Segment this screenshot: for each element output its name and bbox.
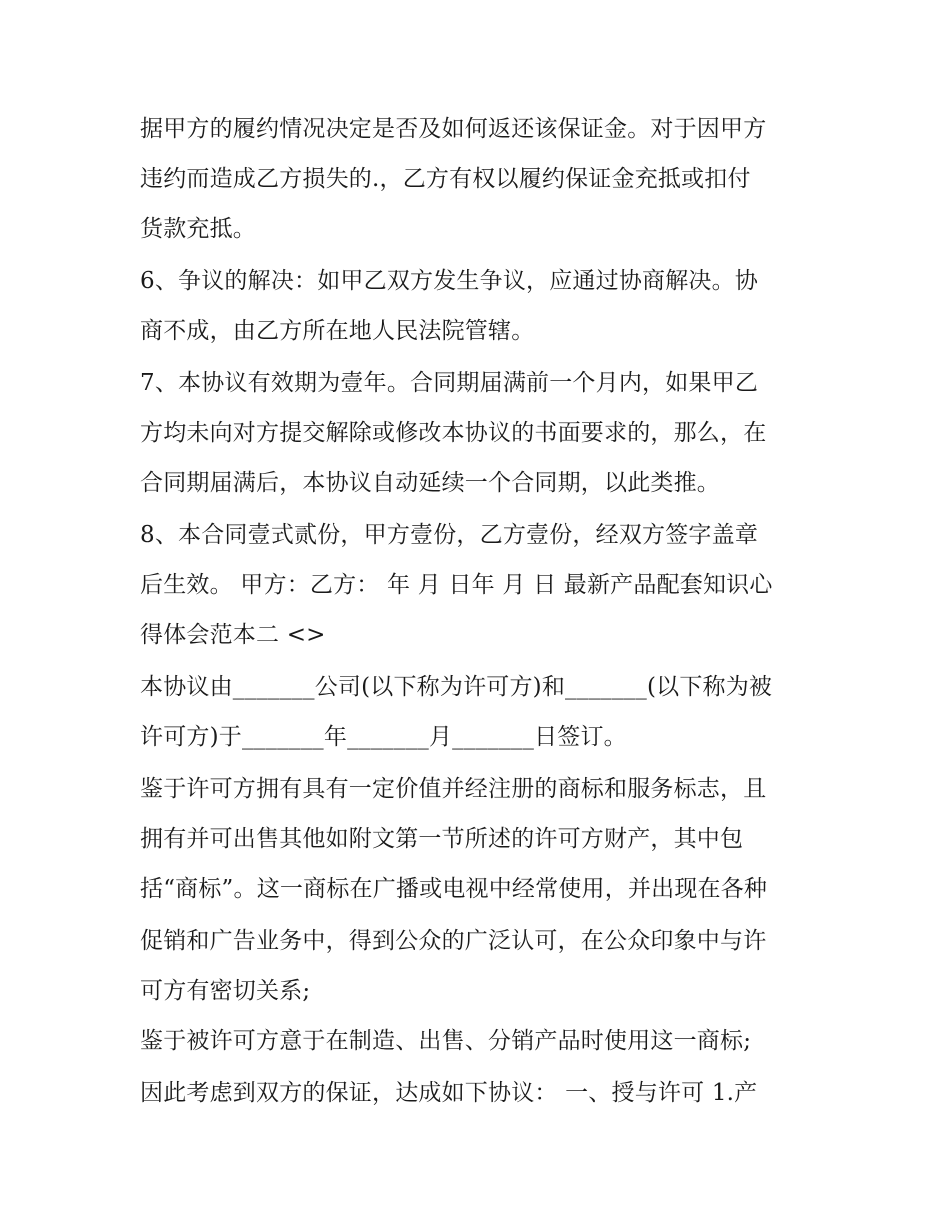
text-line-7: 方均未向对方提交解除或修改本协议的书面要求的，那么，在 (140, 420, 767, 446)
text-line-17: 促销和广告业务中，得到公众的广泛认可，在公众印象中与许 (140, 928, 767, 954)
text-line-10: 后生效。 甲方：乙方： 年 月 日年 月 日 最新产品配套知识心 (140, 572, 773, 598)
text-line-4: 6、争议的解决：如甲乙双方发生争议，应通过协商解决。协 (140, 268, 759, 294)
text-line-18: 可方有密切关系; (140, 978, 311, 1004)
text-line-13: 许可方)于_______年_______月_______日签订。 (140, 724, 627, 750)
text-line-11: 得体会范本二 <> (140, 622, 326, 648)
text-line-1: 据甲方的履约情况决定是否及如何返还该保证金。对于因甲方 (140, 116, 767, 142)
text-line-14: 鉴于许可方拥有具有一定价值并经注册的商标和服务标志，且 (140, 776, 767, 802)
text-line-5: 商不成，由乙方所在地人民法院管辖。 (140, 318, 535, 344)
text-line-16: 括“商标”。这一商标在广播或电视中经常使用，并出现在各种 (140, 876, 768, 902)
text-line-2: 违约而造成乙方损失的.，乙方有权以履约保证金充抵或扣付 (140, 166, 751, 192)
text-line-19: 鉴于被许可方意于在制造、出售、分销产品时使用这一商标; (140, 1028, 752, 1054)
text-line-12: 本协议由_______公司(以下称为许可方)和_______(以下称为被 (140, 674, 773, 700)
text-line-15: 拥有并可出售其他如附文第一节所述的许可方财产，其中包 (140, 826, 744, 852)
text-line-9: 8、本合同壹式贰份，甲方壹份，乙方壹份，经双方签字盖章 (140, 522, 759, 548)
text-line-6: 7、本协议有效期为壹年。合同期届满前一个月内，如果甲乙 (140, 370, 759, 396)
text-line-8: 合同期届满后，本协议自动延续一个合同期，以此类推。 (140, 470, 720, 496)
text-line-20: 因此考虑到双方的保证，达成如下协议： 一、授与许可 1.产 (140, 1080, 758, 1106)
text-line-3: 货款充抵。 (140, 216, 256, 242)
